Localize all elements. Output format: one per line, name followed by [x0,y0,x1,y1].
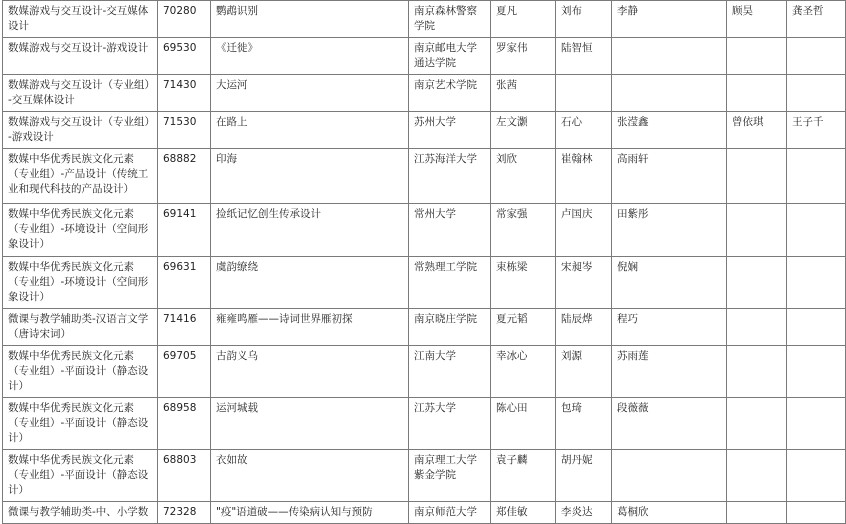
category-cell: 数媒中华优秀民族文化元素（专业组）-平面设计（静态设计） [3,450,158,502]
category-cell: 数媒中华优秀民族文化元素（专业组）-环境设计（空间形象设计） [3,204,158,257]
author-1-cell: 夏凡 [491,1,556,38]
category-cell: 数媒中华优秀民族文化元素（专业组）-产品设计（传统工业和现代科技的产品设计） [3,149,158,204]
work-title-cell: 印海 [211,149,409,204]
author-3-cell: 张滢鑫 [612,112,727,149]
entry-id-cell: 68882 [158,149,211,204]
author-5-cell [787,38,846,75]
work-title-cell: 衣如故 [211,450,409,502]
category-cell: 数媒中华优秀民族文化元素（专业组）-环境设计（空间形象设计） [3,257,158,309]
table-row [3,1,846,38]
author-1-cell: 常家强 [491,204,556,257]
table-row [3,257,846,309]
school-cell: 江苏大学 [409,398,491,450]
work-title-cell: 运河城载 [211,398,409,450]
author-5-cell: 王子千 [787,112,846,149]
category-cell: 微课与教学辅助类-汉语言文学（唐诗宋词） [3,309,158,346]
author-3-cell [612,450,727,502]
author-1-cell: 束栋梁 [491,257,556,309]
table-row [3,346,846,398]
school-cell: 南京晓庄学院 [409,309,491,346]
category-cell: 数媒游戏与交互设计（专业组）-游戏设计 [3,112,158,149]
entry-id-cell: 69705 [158,346,211,398]
entry-id-cell: 68803 [158,450,211,502]
author-5-cell [787,309,846,346]
author-4-cell [727,450,787,502]
category-cell: 数媒游戏与交互设计（专业组）-交互媒体设计 [3,75,158,112]
entry-id-cell: 71416 [158,309,211,346]
entry-id-cell: 69141 [158,204,211,257]
author-4-cell [727,257,787,309]
author-3-cell: 程巧 [612,309,727,346]
author-1-cell: 郑佳敏 [491,502,556,524]
author-4-cell [727,502,787,524]
author-2-cell: 石心 [556,112,612,149]
author-1-cell: 袁子麟 [491,450,556,502]
table-row [3,502,846,524]
table-row [3,112,846,149]
entry-id-cell: 70280 [158,1,211,38]
author-5-cell [787,450,846,502]
work-title-cell: 捡纸记忆创生传承设计 [211,204,409,257]
work-title-cell: 在路上 [211,112,409,149]
category-cell: 数媒游戏与交互设计-交互媒体设计 [3,1,158,38]
author-3-cell: 段薇薇 [612,398,727,450]
work-title-cell: 大运河 [211,75,409,112]
school-cell: 南京森林警察学院 [409,1,491,38]
author-3-cell [612,38,727,75]
author-3-cell: 葛桐欣 [612,502,727,524]
author-3-cell: 高雨轩 [612,149,727,204]
awards-table [2,0,846,524]
work-title-cell: 《迁徙》 [211,38,409,75]
entry-id-cell: 71430 [158,75,211,112]
category-cell: 微课与教学辅助类-中、小学数 [3,502,158,524]
author-2-cell: 崔翰林 [556,149,612,204]
author-5-cell [787,398,846,450]
school-cell: 江南大学 [409,346,491,398]
work-title-cell: 雍雍鸣雁——诗词世界雁初探 [211,309,409,346]
author-1-cell: 张茜 [491,75,556,112]
school-cell: 江苏海洋大学 [409,149,491,204]
author-2-cell: 刘源 [556,346,612,398]
entry-id-cell: 69631 [158,257,211,309]
author-4-cell [727,309,787,346]
author-1-cell: 罗家伟 [491,38,556,75]
category-cell: 数媒中华优秀民族文化元素（专业组）-平面设计（静态设计） [3,398,158,450]
author-4-cell [727,38,787,75]
author-5-cell [787,204,846,257]
school-cell: 苏州大学 [409,112,491,149]
author-2-cell: 李炎达 [556,502,612,524]
author-2-cell: 宋昶岑 [556,257,612,309]
author-1-cell: 幸冰心 [491,346,556,398]
author-1-cell: 刘欣 [491,149,556,204]
author-2-cell [556,75,612,112]
work-title-cell: 虞韵缭绕 [211,257,409,309]
author-4-cell [727,204,787,257]
author-5-cell [787,75,846,112]
author-2-cell: 包琦 [556,398,612,450]
author-4-cell [727,75,787,112]
work-title-cell: "疫"语道破——传染病认知与预防 [211,502,409,524]
author-5-cell [787,346,846,398]
school-cell: 南京艺术学院 [409,75,491,112]
school-cell: 南京邮电大学通达学院 [409,38,491,75]
entry-id-cell: 72328 [158,502,211,524]
table-row [3,309,846,346]
author-2-cell: 刘布 [556,1,612,38]
work-title-cell: 古韵义乌 [211,346,409,398]
author-4-cell [727,398,787,450]
author-3-cell [612,75,727,112]
author-1-cell: 左文灏 [491,112,556,149]
category-cell: 数媒游戏与交互设计-游戏设计 [3,38,158,75]
school-cell: 南京理工大学紫金学院 [409,450,491,502]
table-row [3,149,846,204]
table-row [3,204,846,257]
school-cell: 南京师范大学 [409,502,491,524]
author-3-cell: 李静 [612,1,727,38]
author-5-cell [787,149,846,204]
table-body [3,1,846,524]
author-2-cell: 陆辰烨 [556,309,612,346]
category-cell: 数媒中华优秀民族文化元素（专业组）-平面设计（静态设计） [3,346,158,398]
work-title-cell: 鹦鹉识别 [211,1,409,38]
author-1-cell: 夏元韬 [491,309,556,346]
author-1-cell: 陈心田 [491,398,556,450]
author-5-cell [787,257,846,309]
author-3-cell: 苏雨莲 [612,346,727,398]
author-2-cell: 卢国庆 [556,204,612,257]
author-3-cell: 田紫彤 [612,204,727,257]
table-row [3,38,846,75]
entry-id-cell: 68958 [158,398,211,450]
author-5-cell: 龚圣哲 [787,1,846,38]
school-cell: 常熟理工学院 [409,257,491,309]
table-row [3,398,846,450]
author-3-cell: 倪娴 [612,257,727,309]
author-5-cell [787,502,846,524]
school-cell: 常州大学 [409,204,491,257]
author-4-cell [727,346,787,398]
author-2-cell: 陆智恒 [556,38,612,75]
author-4-cell: 曾依琪 [727,112,787,149]
author-4-cell: 顾昊 [727,1,787,38]
entry-id-cell: 69530 [158,38,211,75]
author-4-cell [727,149,787,204]
table-row [3,450,846,502]
table-row [3,75,846,112]
entry-id-cell: 71530 [158,112,211,149]
author-2-cell: 胡丹妮 [556,450,612,502]
